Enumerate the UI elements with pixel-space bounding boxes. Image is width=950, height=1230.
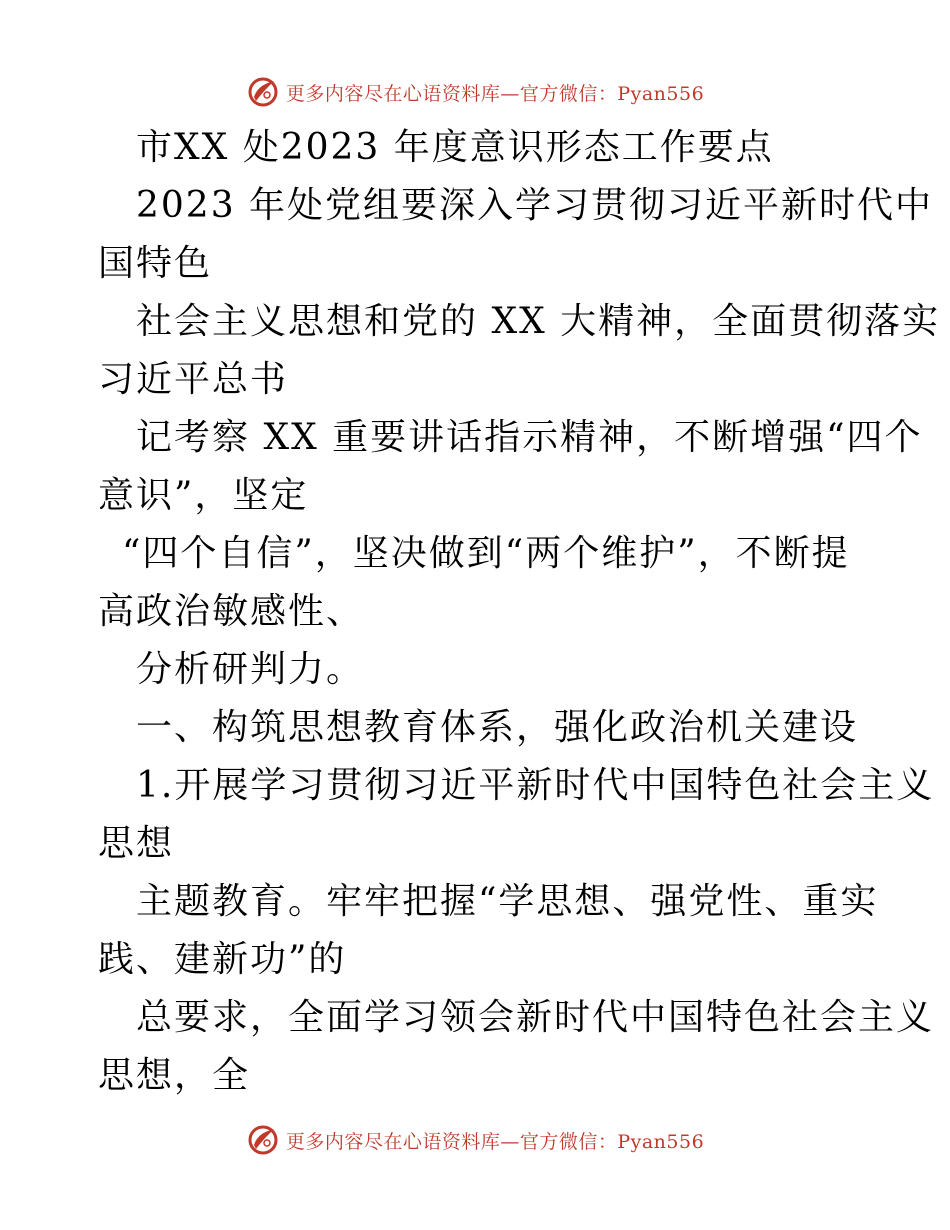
paragraph-line: 国特色 xyxy=(98,243,213,284)
section-heading: 一、构筑思想教育体系，强化政治机关建设 xyxy=(136,707,859,748)
red-brush-logo-icon xyxy=(246,1123,280,1157)
paragraph-line: 践、建新功”的 xyxy=(98,939,347,980)
subsection-heading: 1.开展学习贯彻习近平新时代中国特色社会主义 xyxy=(136,765,935,806)
paragraph-line: “四个自信”，坚决做到“两个维护”，不断提 xyxy=(122,533,850,574)
paragraph-line: 分析研判力。 xyxy=(136,649,365,690)
paragraph-line: 习近平总书 xyxy=(98,359,289,400)
red-brush-logo-icon xyxy=(246,75,280,109)
paragraph-line: 社会主义思想和党的 XX 大精神，全面贯彻落实 xyxy=(136,301,941,342)
paragraph-line: 高政治敏感性、 xyxy=(98,591,365,632)
document-title: 市XX 处2023 年度意识形态工作要点 xyxy=(136,127,774,168)
footer-watermark xyxy=(0,1120,950,1160)
paragraph-line: 思想 xyxy=(98,823,175,864)
watermark-text: 更多内容尽在心语资料库—官方微信：Pyan556 xyxy=(285,82,705,105)
watermark-text: 更多内容尽在心语资料库—官方微信：Pyan556 xyxy=(285,1130,705,1153)
paragraph-line: 记考察 XX 重要讲话指示精神，不断增强“四个 xyxy=(136,417,923,458)
paragraph-line: 总要求，全面学习领会新时代中国特色社会主义 xyxy=(136,997,935,1038)
paragraph-line: 2023 年处党组要深入学习贯彻习近平新时代中 xyxy=(136,185,934,226)
paragraph-line: 意识”，坚定 xyxy=(98,475,309,516)
header-watermark xyxy=(0,72,950,112)
paragraph-line: 思想，全 xyxy=(98,1055,251,1096)
paragraph-line: 主题教育。牢牢把握“学思想、强党性、重实 xyxy=(136,881,879,922)
